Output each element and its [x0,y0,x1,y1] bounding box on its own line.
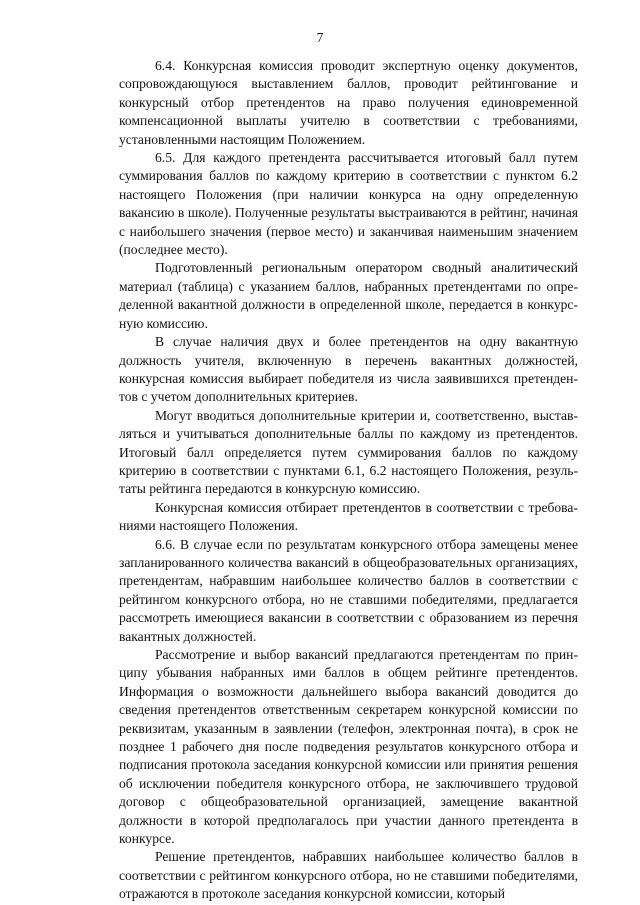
paragraph-vacancy-review: Рассмотрение и выбор вакансий предлагаются претендентам по принципу убывания набранных ими баллов в общем рейтинге претендентов. Информация о возможности дальнейшего выбора вакансий доводится до сведения претендентов ответственным секретарем конкурсной комиссии по реквизитам, указанным в заявлении (телефон, электронная почта), в срок не позднее 1 рабочего дня после подведения результатов конкурсного отбора и подписания протокола заседания конкурсной комиссии или принятия решения об исключении победителя конкурсного отбора, не заключившего трудовой договор с общеобразовательной организацией, замещение вакантной должности в которой предполагалось при участии данного претендента в конкурсе. [119,647,578,847]
paragraph-6-6: 6.6. В случае если по результатам конкурсного отбора замещены менее запланированного количества вакансий в общеобразовательных организациях, претендентам, набравшим наибольшее количество баллов в соответствии с рейтингом конкурсного отбора, но не ставшими победителями, предлагается рассмотреть имеющиеся вакансии в соответствии с образованием из перечня вакантных должностей. [119,536,578,644]
document-body [119,57,578,904]
paragraph-candidates-decision: Решение претендентов, набравших наибольшее количество баллов в соответствии с рейтингом конкурсного отбора, но не ставшими победителями, отражаются в протоколе заседания конкурсной комиссии, который [119,849,578,902]
paragraph-6-5: 6.5. Для каждого претендента рассчитывается итоговый балл путем суммирования баллов по каждому критерию в соответствии с пунктом 6.2 настоящего Положения (при наличии конкурса на одну определенную вакансию в школе). Полученные результаты выстраиваются в рейтинг, начиная с наибольшего значения (первое место) и заканчивая наименьшим значением (последнее место). [119,150,578,258]
paragraph-analytic-material: Подготовленный региональным оператором сводный аналитический материал (таблица) с указанием баллов, набранных претендентами по определенной вакантной должности в определенной школе, передается в конкурсную комиссию. [119,260,578,331]
page-number: 7 [316,30,324,45]
paragraph-additional-criteria: Могут вводиться дополнительные критерии и, соответственно, выставляться и учитываться дополнительные баллы по каждому из претендентов. Итоговый балл определяется путем суммирования баллов по каждому критерию в соответствии с пунктами 6.1, 6.2 настоящего Положения, результаты рейтинга передаются в конкурсную комиссию. [119,407,578,497]
paragraph-two-or-more-candidates: В случае наличия двух и более претендентов на одну вакантную должность учителя, включенную в перечень вакантных должностей, конкурсная комиссия выбирает победителя из числа заявившихся претендентов с учетом дополнительных критериев. [119,334,578,405]
paragraph-6-4: 6.4. Конкурсная комиссия проводит экспертную оценку документов, сопровождающуюся выставлением баллов, проводит рейтингование и конкурсный отбор претендентов на право получения единовременной компенсационной выплаты учителю в соответствии с требованиями, установленными настоящим Положением. [119,58,578,147]
paragraph-commission-selects: Конкурсная комиссия отбирает претендентов в соответствии с требованиями настоящего Положения. [119,499,578,534]
